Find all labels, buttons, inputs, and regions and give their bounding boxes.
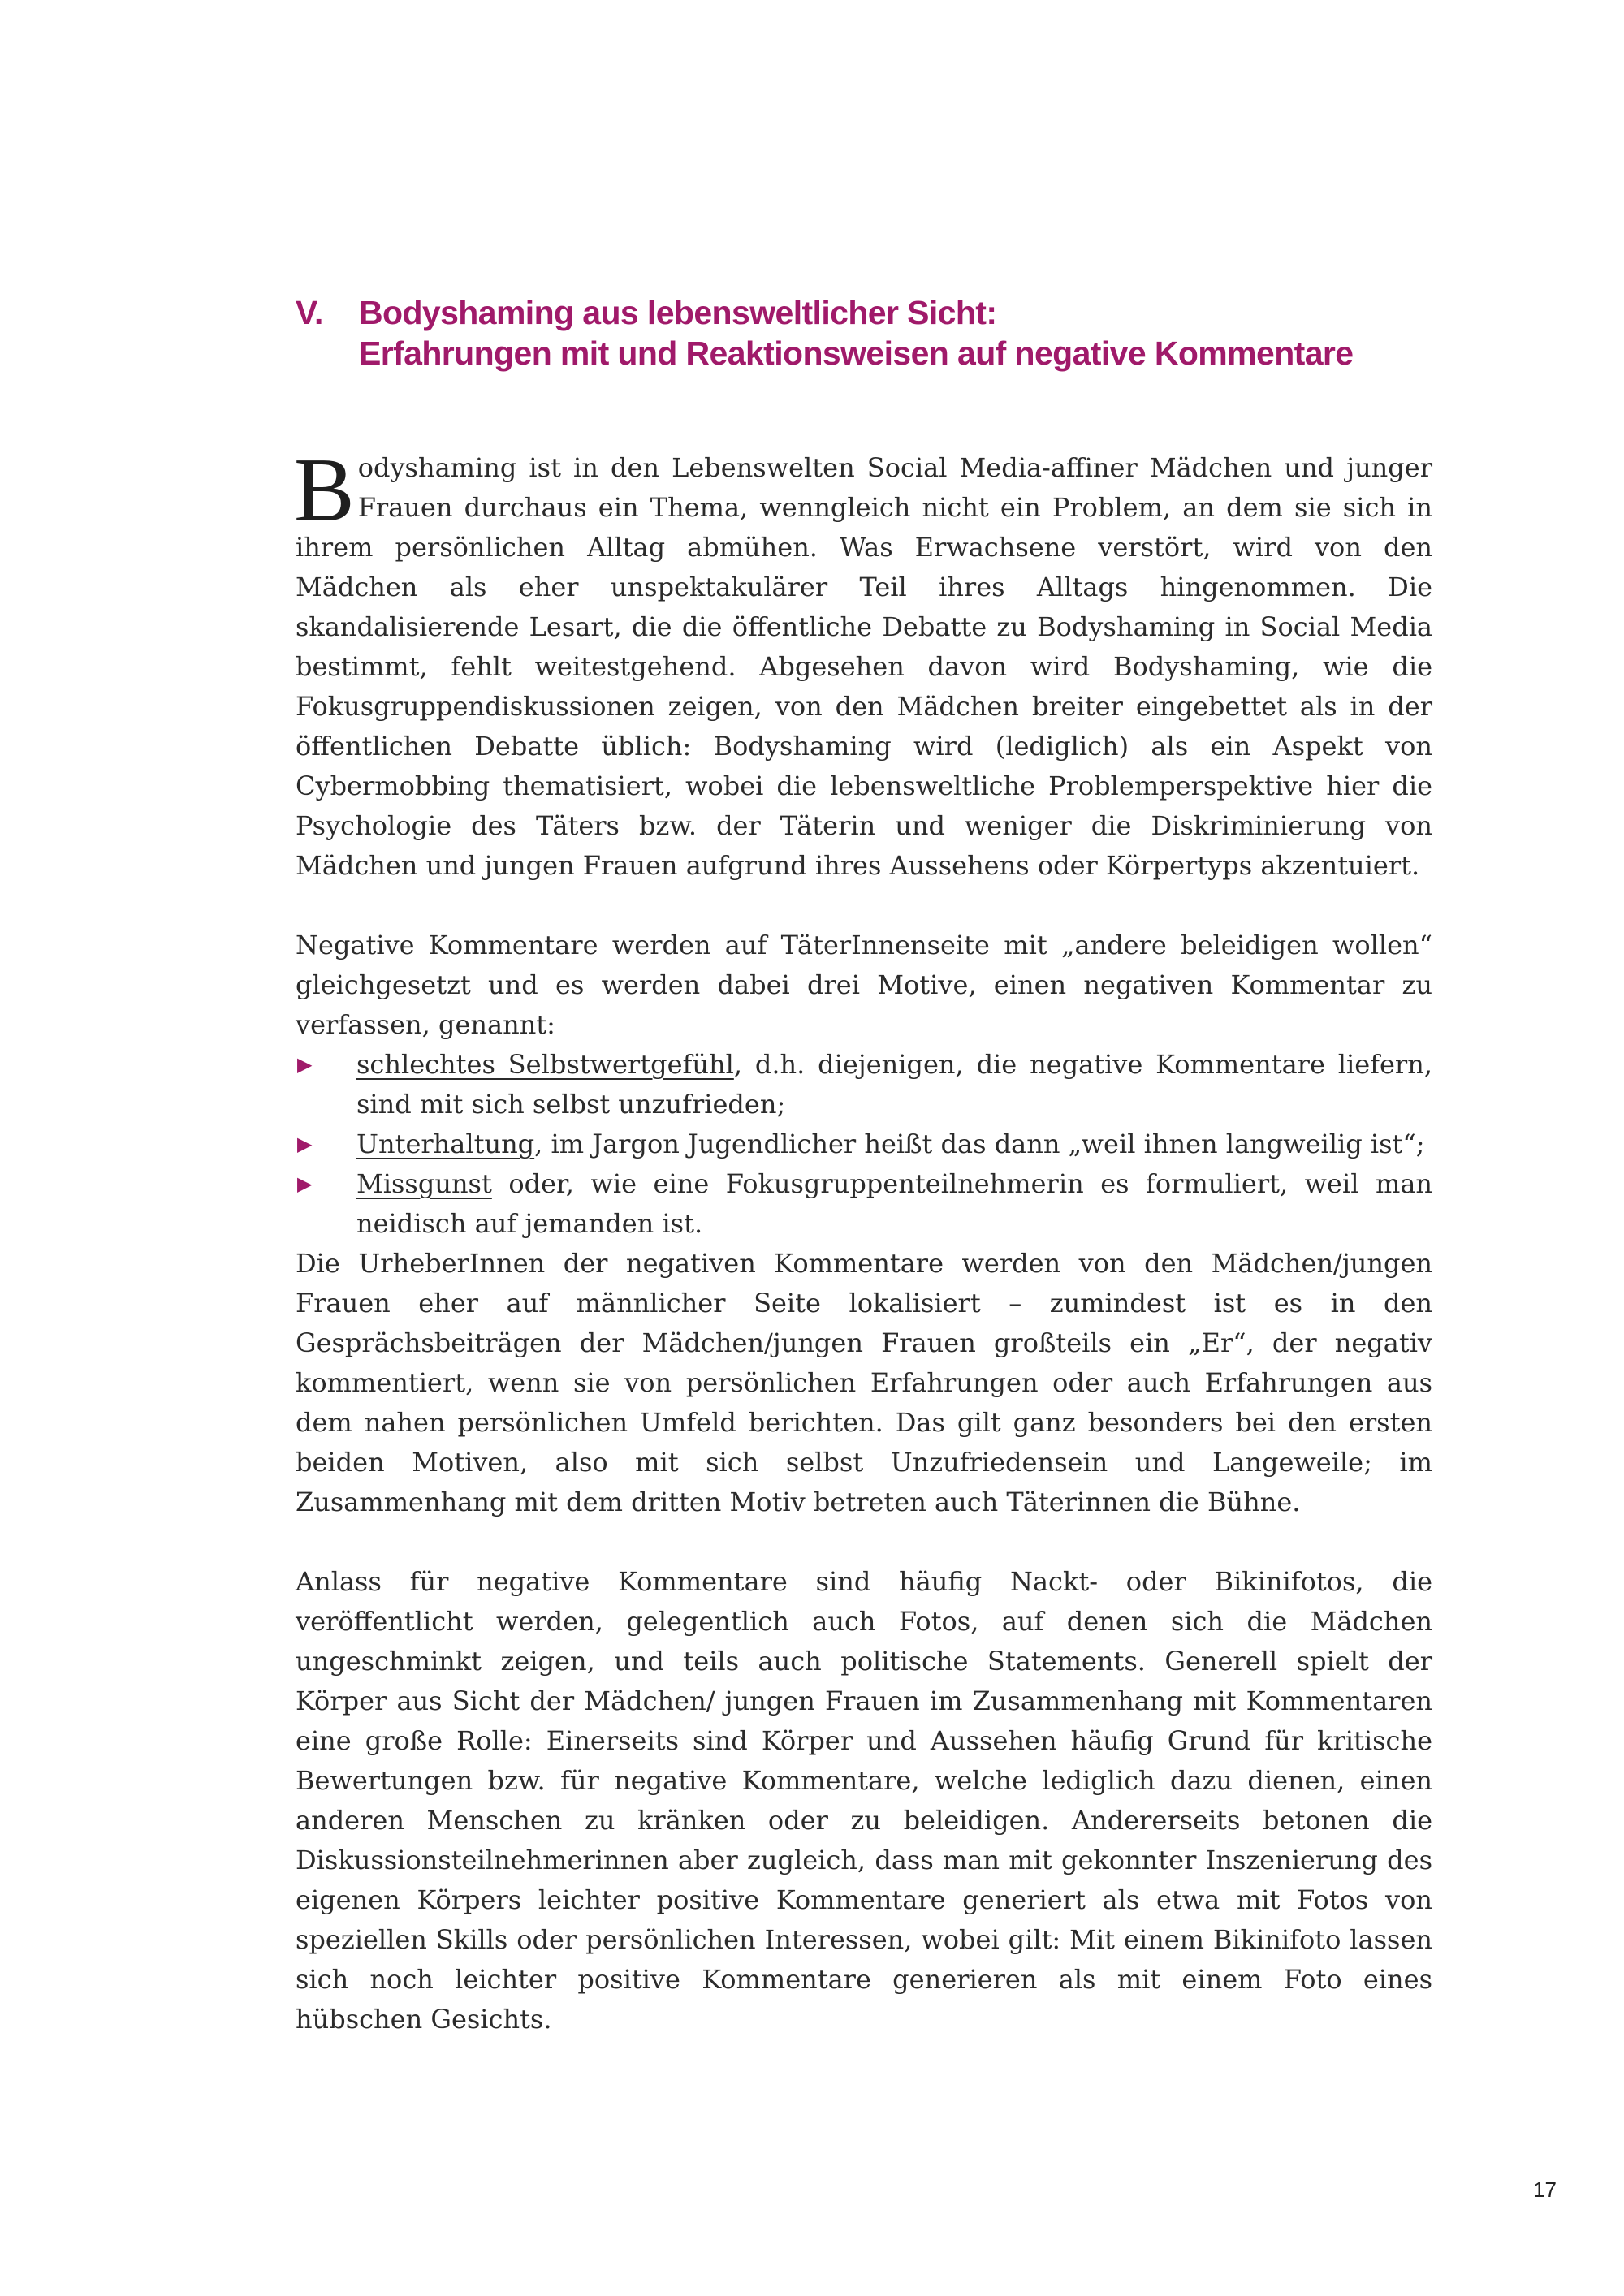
motives-list: [296, 1045, 1432, 1244]
body-text: [294, 440, 1433, 2039]
motive-term: schlechtes Selbstwertgefühl: [356, 1049, 734, 1080]
paragraph-intro-text: odyshaming ist in den Lebenswelten Social Media-affiner Mädchen und junger Frauen durchaus ein Thema, wenngleich nicht ein Problem, an dem sie sich in ihrem persönlichen Alltag abmühen. Was Erwachsene verstört, wird von den Mädchen als eher unspektakulärer Teil ihres Alltags hingenommen. Die skandalisierende Lesart, die die öffentliche Debatte zu Bodyshaming in Social Media bestimmt, fehlt weitestgehend. Abgesehen davon wird Bodyshaming, wie die Fokusgruppendiskussionen zeigen, von den Mädchen breiter eingebettet als in der öffentlichen Debatte üblich: Bodyshaming wird (lediglich) als ein Aspekt von Cybermobbing thematisiert, wobei die lebensweltliche Problemperspektive hier die Psychologie des Täters bzw. der Täterin und weniger die Diskriminierung von Mädchen und jungen Frauen aufgrund ihres Aussehens oder Körpertyps akzentuiert.: [296, 452, 1432, 881]
section-title-line-2: Erfahrungen mit und Reaktionsweisen auf negative Kommentare: [359, 334, 1354, 372]
paragraph-authors: Die UrheberInnen der negativen Kommentare werden von den Mädchen/jungen Frauen eher auf männlicher Seite lokalisiert – zumindest ist es in den Gesprächsbeiträgen der Mädchen/jungen Frauen großteils ein „Er“, der negativ kommentiert, wenn sie von persönlichen Erfahrungen oder auch Erfahrungen aus dem nahen persönlichen Umfeld berichten. Das gilt ganz besonders bei den ersten beiden Motiven, also mit sich selbst Unzufriedensein und Langeweile; im Zusammenhang mit dem dritten Motiv betreten auch Täterinnen die Bühne.: [296, 1248, 1432, 1517]
motive-text: , d.h. diejenigen, die negative Kommentare liefern, sind mit sich selbst unzufrieden;: [356, 1049, 1433, 1120]
paragraph-intro: [294, 440, 1432, 886]
motive-text: oder, wie eine Fokusgruppenteilnehmerin es formuliert, weil man neidisch auf jemanden ist.: [356, 1168, 1432, 1239]
section-heading: [296, 292, 1432, 373]
section-number: V.: [296, 294, 323, 331]
paragraph-motives: [296, 926, 1432, 1045]
motive-term: Missgunst: [356, 1168, 492, 1199]
section-title-line-1: Bodyshaming aus lebensweltlicher Sicht:: [359, 294, 997, 331]
triangle-right-icon: ▶: [297, 1172, 313, 1195]
paragraph-occasions: Anlass für negative Kommentare sind häufig Nackt- oder Bikinifotos, die veröffentlicht werden, gelegentlich auch Fotos, auf denen sich die Mädchen ungeschminkt zeigen, und teils auch politische Statements. Generell spielt der Körper aus Sicht der Mädchen/ jungen Frauen im Zusammenhang mit Kommentaren eine große Rolle: Einerseits sind Körper und Aussehen häufig Grund für kritische Bewertungen bzw. für negative Kommentare, welche lediglich dazu dienen, einen anderen Menschen zu kränken oder zu beleidigen. Andererseits betonen die Diskussionsteilnehmerinnen aber zugleich, dass man mit gekonnter Inszenierung des eigenen Körpers leichter positive Kommentare generiert als etwa mit Fotos von speziellen Skills oder persönlichen Interessen, wobei gilt: Mit einem Bikinifoto lassen sich noch leichter positive Kommentare generieren als mit einem Foto eines hübschen Gesichts.: [296, 1566, 1432, 2035]
motive-text: , im Jargon Jugendlicher heißt das dann „weil ihnen langweilig ist“;: [534, 1129, 1425, 1159]
drop-cap: B: [294, 440, 355, 541]
triangle-right-icon: ▶: [297, 1053, 313, 1076]
triangle-right-icon: ▶: [297, 1133, 313, 1155]
list-item: [296, 1164, 1432, 1244]
list-item: [296, 1124, 1432, 1164]
page-number: 17: [1533, 2177, 1557, 2202]
motive-term: Unterhaltung: [356, 1129, 535, 1159]
motives-intro: Negative Kommentare werden auf TäterInnenseite mit „andere beleidigen wollen“ gleichgesetzt und es werden dabei drei Motive, einen negativen Kommentar zu verfassen, genannt:: [296, 930, 1432, 1040]
list-item: [296, 1045, 1432, 1124]
